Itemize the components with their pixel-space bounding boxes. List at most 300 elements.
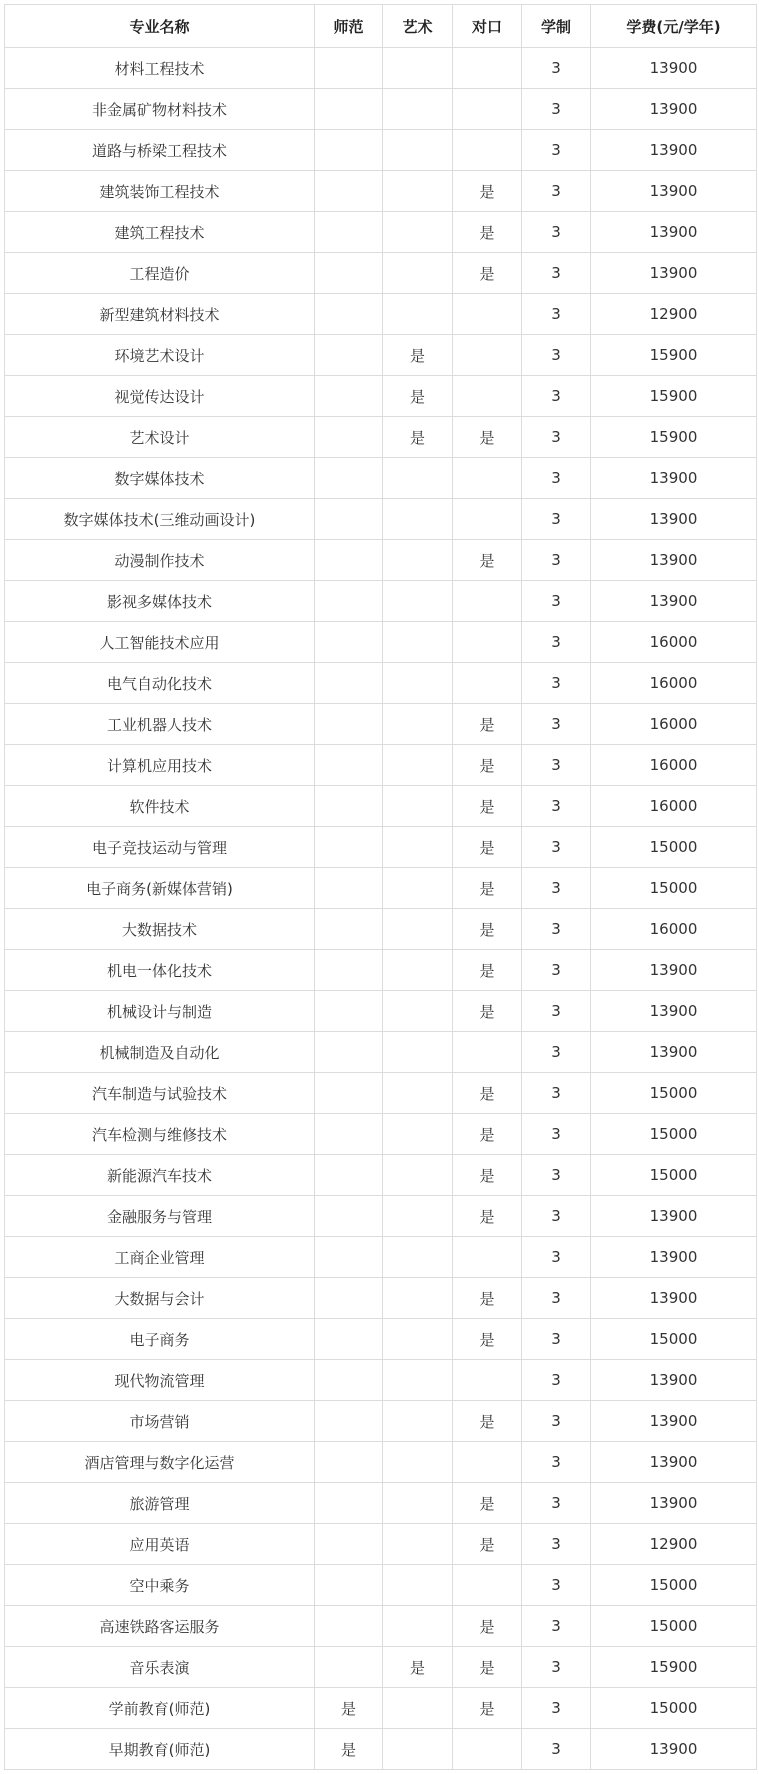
header-vocational: 对口 (453, 5, 522, 48)
major-name-cell: 机械设计与制造 (5, 991, 315, 1032)
normal-cell (315, 499, 383, 540)
vocational-cell (453, 622, 522, 663)
duration-cell: 3 (522, 376, 591, 417)
art-cell (383, 868, 453, 909)
major-name-cell: 市场营销 (5, 1401, 315, 1442)
normal-cell (315, 376, 383, 417)
tuition-cell: 16000 (591, 786, 757, 827)
table-row (5, 704, 757, 745)
normal-cell (315, 1196, 383, 1237)
duration-cell: 3 (522, 868, 591, 909)
tuition-cell: 13900 (591, 540, 757, 581)
major-name-cell: 建筑工程技术 (5, 212, 315, 253)
vocational-cell (453, 663, 522, 704)
duration-cell: 3 (522, 1032, 591, 1073)
program-tuition-table (4, 4, 757, 1770)
major-name-cell: 工业机器人技术 (5, 704, 315, 745)
table-row (5, 1237, 757, 1278)
tuition-cell: 13900 (591, 1360, 757, 1401)
vocational-cell (453, 458, 522, 499)
art-cell: 是 (383, 1647, 453, 1688)
duration-cell: 3 (522, 704, 591, 745)
normal-cell (315, 1442, 383, 1483)
art-cell (383, 1565, 453, 1606)
table-row (5, 1565, 757, 1606)
duration-cell: 3 (522, 1729, 591, 1770)
art-cell (383, 1483, 453, 1524)
tuition-cell: 13900 (591, 89, 757, 130)
art-cell (383, 1073, 453, 1114)
vocational-cell: 是 (453, 1647, 522, 1688)
table-row (5, 581, 757, 622)
duration-cell: 3 (522, 1073, 591, 1114)
major-name-cell: 机电一体化技术 (5, 950, 315, 991)
table-row (5, 130, 757, 171)
vocational-cell: 是 (453, 171, 522, 212)
art-cell (383, 622, 453, 663)
tuition-cell: 15000 (591, 827, 757, 868)
table-row (5, 212, 757, 253)
duration-cell: 3 (522, 1688, 591, 1729)
normal-cell (315, 253, 383, 294)
vocational-cell: 是 (453, 417, 522, 458)
duration-cell: 3 (522, 786, 591, 827)
table-row (5, 1606, 757, 1647)
normal-cell (315, 1524, 383, 1565)
normal-cell (315, 1565, 383, 1606)
duration-cell: 3 (522, 1196, 591, 1237)
table-row (5, 1360, 757, 1401)
vocational-cell: 是 (453, 950, 522, 991)
major-name-cell: 艺术设计 (5, 417, 315, 458)
art-cell (383, 1401, 453, 1442)
vocational-cell: 是 (453, 212, 522, 253)
table-row (5, 253, 757, 294)
table-row (5, 909, 757, 950)
major-name-cell: 新型建筑材料技术 (5, 294, 315, 335)
normal-cell (315, 1401, 383, 1442)
art-cell (383, 89, 453, 130)
art-cell: 是 (383, 335, 453, 376)
tuition-cell: 12900 (591, 294, 757, 335)
normal-cell (315, 950, 383, 991)
normal-cell (315, 1155, 383, 1196)
major-name-cell: 数字媒体技术(三维动画设计) (5, 499, 315, 540)
duration-cell: 3 (522, 540, 591, 581)
art-cell (383, 745, 453, 786)
duration-cell: 3 (522, 745, 591, 786)
duration-cell: 3 (522, 335, 591, 376)
normal-cell (315, 540, 383, 581)
table-row (5, 1319, 757, 1360)
tuition-cell: 16000 (591, 663, 757, 704)
art-cell (383, 458, 453, 499)
duration-cell: 3 (522, 1524, 591, 1565)
normal-cell: 是 (315, 1729, 383, 1770)
major-name-cell: 机械制造及自动化 (5, 1032, 315, 1073)
duration-cell: 3 (522, 991, 591, 1032)
duration-cell: 3 (522, 950, 591, 991)
table-row (5, 376, 757, 417)
duration-cell: 3 (522, 1237, 591, 1278)
vocational-cell: 是 (453, 827, 522, 868)
normal-cell (315, 663, 383, 704)
normal-cell (315, 335, 383, 376)
normal-cell (315, 1114, 383, 1155)
major-name-cell: 大数据与会计 (5, 1278, 315, 1319)
art-cell (383, 827, 453, 868)
major-name-cell: 环境艺术设计 (5, 335, 315, 376)
table-row (5, 1278, 757, 1319)
vocational-cell: 是 (453, 745, 522, 786)
vocational-cell (453, 335, 522, 376)
normal-cell (315, 1360, 383, 1401)
vocational-cell (453, 1729, 522, 1770)
normal-cell (315, 1278, 383, 1319)
art-cell (383, 991, 453, 1032)
normal-cell (315, 458, 383, 499)
table-row (5, 540, 757, 581)
tuition-cell: 13900 (591, 1401, 757, 1442)
tuition-cell: 16000 (591, 704, 757, 745)
vocational-cell (453, 294, 522, 335)
duration-cell: 3 (522, 1155, 591, 1196)
tuition-cell: 15900 (591, 335, 757, 376)
duration-cell: 3 (522, 212, 591, 253)
table-row (5, 1688, 757, 1729)
tuition-cell: 15000 (591, 1155, 757, 1196)
normal-cell (315, 1032, 383, 1073)
major-name-cell: 软件技术 (5, 786, 315, 827)
normal-cell (315, 417, 383, 458)
vocational-cell: 是 (453, 253, 522, 294)
major-name-cell: 旅游管理 (5, 1483, 315, 1524)
table-header-row (5, 5, 757, 48)
duration-cell: 3 (522, 1114, 591, 1155)
duration-cell: 3 (522, 89, 591, 130)
table-row (5, 48, 757, 89)
art-cell (383, 1729, 453, 1770)
art-cell (383, 48, 453, 89)
normal-cell (315, 171, 383, 212)
tuition-cell: 16000 (591, 622, 757, 663)
vocational-cell: 是 (453, 1073, 522, 1114)
major-name-cell: 高速铁路客运服务 (5, 1606, 315, 1647)
vocational-cell (453, 499, 522, 540)
table-row (5, 868, 757, 909)
vocational-cell: 是 (453, 1606, 522, 1647)
table-row (5, 663, 757, 704)
tuition-cell: 13900 (591, 1442, 757, 1483)
duration-cell: 3 (522, 909, 591, 950)
tuition-cell: 15900 (591, 376, 757, 417)
vocational-cell: 是 (453, 1196, 522, 1237)
normal-cell: 是 (315, 1688, 383, 1729)
art-cell (383, 704, 453, 745)
header-duration: 学制 (522, 5, 591, 48)
normal-cell (315, 827, 383, 868)
vocational-cell (453, 1360, 522, 1401)
table-row (5, 1032, 757, 1073)
vocational-cell: 是 (453, 540, 522, 581)
table-row (5, 1401, 757, 1442)
normal-cell (315, 1237, 383, 1278)
art-cell (383, 499, 453, 540)
art-cell (383, 950, 453, 991)
art-cell (383, 212, 453, 253)
major-name-cell: 非金属矿物材料技术 (5, 89, 315, 130)
major-name-cell: 数字媒体技术 (5, 458, 315, 499)
normal-cell (315, 294, 383, 335)
major-name-cell: 计算机应用技术 (5, 745, 315, 786)
major-name-cell: 工程造价 (5, 253, 315, 294)
tuition-cell: 15900 (591, 417, 757, 458)
art-cell (383, 1606, 453, 1647)
major-name-cell: 汽车制造与试验技术 (5, 1073, 315, 1114)
tuition-cell: 15900 (591, 1647, 757, 1688)
major-name-cell: 电子商务(新媒体营销) (5, 868, 315, 909)
major-name-cell: 影视多媒体技术 (5, 581, 315, 622)
header-art: 艺术 (383, 5, 453, 48)
vocational-cell (453, 48, 522, 89)
major-name-cell: 工商企业管理 (5, 1237, 315, 1278)
table-row (5, 171, 757, 212)
tuition-cell: 13900 (591, 130, 757, 171)
art-cell (383, 1032, 453, 1073)
tuition-cell: 13900 (591, 1032, 757, 1073)
tuition-cell: 13900 (591, 581, 757, 622)
tuition-cell: 15000 (591, 1688, 757, 1729)
art-cell (383, 1319, 453, 1360)
duration-cell: 3 (522, 1483, 591, 1524)
duration-cell: 3 (522, 130, 591, 171)
major-name-cell: 汽车检测与维修技术 (5, 1114, 315, 1155)
tuition-cell: 15000 (591, 1565, 757, 1606)
normal-cell (315, 130, 383, 171)
art-cell: 是 (383, 376, 453, 417)
vocational-cell: 是 (453, 868, 522, 909)
header-normal: 师范 (315, 5, 383, 48)
duration-cell: 3 (522, 1360, 591, 1401)
table-row (5, 458, 757, 499)
art-cell (383, 581, 453, 622)
table-row (5, 991, 757, 1032)
art-cell (383, 171, 453, 212)
vocational-cell (453, 1032, 522, 1073)
table-row (5, 827, 757, 868)
normal-cell (315, 745, 383, 786)
art-cell (383, 294, 453, 335)
table-row (5, 89, 757, 130)
table-row (5, 950, 757, 991)
duration-cell: 3 (522, 294, 591, 335)
major-name-cell: 电子竞技运动与管理 (5, 827, 315, 868)
duration-cell: 3 (522, 1647, 591, 1688)
art-cell (383, 130, 453, 171)
art-cell (383, 909, 453, 950)
duration-cell: 3 (522, 1319, 591, 1360)
major-name-cell: 电气自动化技术 (5, 663, 315, 704)
duration-cell: 3 (522, 458, 591, 499)
normal-cell (315, 786, 383, 827)
vocational-cell: 是 (453, 786, 522, 827)
table-row (5, 1483, 757, 1524)
major-name-cell: 材料工程技术 (5, 48, 315, 89)
normal-cell (315, 1647, 383, 1688)
vocational-cell (453, 1237, 522, 1278)
normal-cell (315, 48, 383, 89)
vocational-cell: 是 (453, 1401, 522, 1442)
tuition-cell: 13900 (591, 950, 757, 991)
tuition-cell: 12900 (591, 1524, 757, 1565)
vocational-cell: 是 (453, 991, 522, 1032)
vocational-cell (453, 376, 522, 417)
major-name-cell: 酒店管理与数字化运营 (5, 1442, 315, 1483)
art-cell (383, 1196, 453, 1237)
vocational-cell (453, 89, 522, 130)
vocational-cell: 是 (453, 909, 522, 950)
major-name-cell: 新能源汽车技术 (5, 1155, 315, 1196)
tuition-cell: 16000 (591, 745, 757, 786)
duration-cell: 3 (522, 663, 591, 704)
vocational-cell: 是 (453, 1155, 522, 1196)
table-row (5, 294, 757, 335)
art-cell: 是 (383, 417, 453, 458)
vocational-cell (453, 581, 522, 622)
tuition-cell: 13900 (591, 48, 757, 89)
vocational-cell: 是 (453, 1483, 522, 1524)
duration-cell: 3 (522, 1442, 591, 1483)
major-name-cell: 建筑装饰工程技术 (5, 171, 315, 212)
table-row (5, 417, 757, 458)
vocational-cell: 是 (453, 1114, 522, 1155)
major-name-cell: 音乐表演 (5, 1647, 315, 1688)
tuition-cell: 13900 (591, 1483, 757, 1524)
art-cell (383, 663, 453, 704)
major-name-cell: 视觉传达设计 (5, 376, 315, 417)
table-row (5, 335, 757, 376)
vocational-cell: 是 (453, 1688, 522, 1729)
tuition-cell: 15000 (591, 1319, 757, 1360)
art-cell (383, 1155, 453, 1196)
table-row (5, 1524, 757, 1565)
normal-cell (315, 1073, 383, 1114)
tuition-cell: 13900 (591, 253, 757, 294)
vocational-cell: 是 (453, 1524, 522, 1565)
art-cell (383, 1442, 453, 1483)
tuition-cell: 15000 (591, 1606, 757, 1647)
normal-cell (315, 212, 383, 253)
vocational-cell (453, 130, 522, 171)
art-cell (383, 1360, 453, 1401)
duration-cell: 3 (522, 48, 591, 89)
art-cell (383, 1114, 453, 1155)
normal-cell (315, 1483, 383, 1524)
table-row (5, 1729, 757, 1770)
major-name-cell: 大数据技术 (5, 909, 315, 950)
table-row (5, 786, 757, 827)
table-row (5, 1647, 757, 1688)
vocational-cell (453, 1442, 522, 1483)
tuition-cell: 15000 (591, 868, 757, 909)
normal-cell (315, 1606, 383, 1647)
normal-cell (315, 622, 383, 663)
table-row (5, 499, 757, 540)
major-name-cell: 现代物流管理 (5, 1360, 315, 1401)
duration-cell: 3 (522, 1278, 591, 1319)
tuition-cell: 13900 (591, 1278, 757, 1319)
normal-cell (315, 868, 383, 909)
duration-cell: 3 (522, 253, 591, 294)
major-name-cell: 应用英语 (5, 1524, 315, 1565)
vocational-cell: 是 (453, 704, 522, 745)
art-cell (383, 786, 453, 827)
duration-cell: 3 (522, 417, 591, 458)
normal-cell (315, 704, 383, 745)
art-cell (383, 1688, 453, 1729)
major-name-cell: 早期教育(师范) (5, 1729, 315, 1770)
normal-cell (315, 89, 383, 130)
table-body (5, 48, 757, 1770)
major-name-cell: 金融服务与管理 (5, 1196, 315, 1237)
table-row (5, 1073, 757, 1114)
major-name-cell: 动漫制作技术 (5, 540, 315, 581)
vocational-cell (453, 1565, 522, 1606)
normal-cell (315, 991, 383, 1032)
vocational-cell: 是 (453, 1278, 522, 1319)
normal-cell (315, 581, 383, 622)
tuition-cell: 15000 (591, 1073, 757, 1114)
table-row (5, 1114, 757, 1155)
art-cell (383, 253, 453, 294)
art-cell (383, 1524, 453, 1565)
normal-cell (315, 1319, 383, 1360)
duration-cell: 3 (522, 499, 591, 540)
art-cell (383, 1237, 453, 1278)
header-major-name: 专业名称 (5, 5, 315, 48)
tuition-cell: 16000 (591, 909, 757, 950)
duration-cell: 3 (522, 171, 591, 212)
major-name-cell: 人工智能技术应用 (5, 622, 315, 663)
duration-cell: 3 (522, 827, 591, 868)
duration-cell: 3 (522, 581, 591, 622)
major-name-cell: 道路与桥梁工程技术 (5, 130, 315, 171)
tuition-cell: 13900 (591, 212, 757, 253)
duration-cell: 3 (522, 1401, 591, 1442)
vocational-cell: 是 (453, 1319, 522, 1360)
tuition-cell: 15000 (591, 1114, 757, 1155)
duration-cell: 3 (522, 1565, 591, 1606)
duration-cell: 3 (522, 622, 591, 663)
duration-cell: 3 (522, 1606, 591, 1647)
header-tuition: 学费(元/学年) (591, 5, 757, 48)
table-row (5, 1442, 757, 1483)
normal-cell (315, 909, 383, 950)
major-name-cell: 学前教育(师范) (5, 1688, 315, 1729)
tuition-cell: 13900 (591, 171, 757, 212)
table-row (5, 1196, 757, 1237)
tuition-cell: 13900 (591, 1729, 757, 1770)
table-row (5, 622, 757, 663)
tuition-cell: 13900 (591, 458, 757, 499)
tuition-cell: 13900 (591, 1196, 757, 1237)
table-row (5, 1155, 757, 1196)
table-row (5, 745, 757, 786)
tuition-cell: 13900 (591, 1237, 757, 1278)
art-cell (383, 1278, 453, 1319)
tuition-cell: 13900 (591, 499, 757, 540)
tuition-cell: 13900 (591, 991, 757, 1032)
